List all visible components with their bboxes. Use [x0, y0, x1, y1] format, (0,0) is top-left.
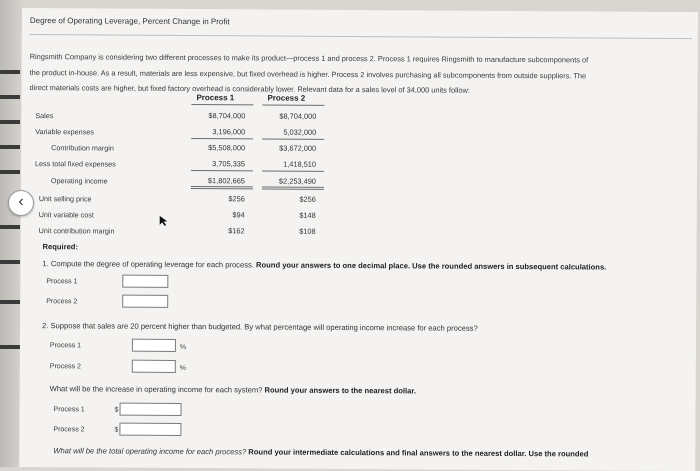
- subtotal-rule-4: [262, 170, 324, 171]
- intro-line-3: direct materials costs are higher, but fixed factory overhead is considerably lower. Relevant data for a sales level of 34,000 units follow:: [29, 83, 470, 95]
- q1-process-1-label: Process 1: [46, 278, 78, 286]
- q3-process-2-dollar: $: [114, 426, 119, 434]
- edge-marker: [0, 225, 20, 229]
- q3-process-1-dollar: $: [114, 406, 119, 414]
- q3-process-1-label: Process 1: [53, 406, 85, 414]
- row-label-sales: Sales: [35, 111, 54, 121]
- q2-process-2-percent: %: [179, 364, 187, 373]
- intro-paragraph: [29, 49, 691, 103]
- question-3: What will be the increase in operating income for each system? Round your answers to the nearest dollar.: [49, 384, 417, 396]
- row-label-variable-expenses: Variable expenses: [35, 127, 94, 137]
- edge-marker: [0, 120, 20, 124]
- row-label-unit-contribution-margin: Unit contribution margin: [38, 226, 115, 236]
- q2-process-1-label: Process 1: [49, 342, 82, 350]
- q3-process-2-input[interactable]: [119, 423, 181, 436]
- edge-marker: [0, 170, 20, 174]
- edge-marker: [0, 260, 20, 264]
- cell-cm-p1: $5,508,000: [208, 143, 246, 153]
- row-label-fixed-expenses: Less total fixed expenses: [35, 159, 116, 169]
- title-divider: [30, 34, 692, 39]
- cell-sales-p2: $8,704,000: [279, 111, 317, 121]
- question-4: What will be the total operating income for each process? Round your intermediate calculations and final answers to the nearest dollar. Use the rounded: [53, 446, 589, 459]
- q2-process-1-input[interactable]: [132, 339, 176, 352]
- header-underline-1: [191, 104, 253, 105]
- subtotal-rule-2: [262, 138, 324, 139]
- mouse-cursor-icon: [159, 215, 169, 227]
- cell-cm-p2: $3,672,000: [279, 143, 317, 153]
- edge-marker: [0, 95, 20, 99]
- edge-marker: [0, 70, 20, 74]
- row-label-contribution-margin: Contribution margin: [51, 143, 114, 153]
- cell-variable-p1: 3,196,000: [212, 127, 246, 137]
- subtotal-rule-1: [191, 138, 253, 139]
- q2-process-1-percent: %: [179, 343, 187, 352]
- row-label-unit-selling-price: Unit selling price: [38, 194, 92, 204]
- cell-usp-p1: $256: [228, 194, 245, 204]
- total-rule-1b: [191, 188, 253, 189]
- question-1: 1. Compute the degree of operating leverage for each process. Round your answers to one decimal place. Use the rounded answers in subsequent calculations.: [42, 259, 607, 272]
- q3-process-2-label: Process 2: [53, 426, 85, 434]
- total-rule-2b: [262, 188, 324, 189]
- intro-line-2: the product in-house. As a result, materials are less expensive, but fixed overhead is higher. Process 2 involves purchasing all subcomponents from outside suppliers. The: [29, 67, 587, 80]
- q1-process-1-input[interactable]: [122, 275, 168, 288]
- page-title: Degree of Operating Leverage, Percent Change in Profit: [29, 16, 230, 27]
- q3-process-1-input[interactable]: [120, 403, 182, 416]
- row-label-operating-income: Operating income: [50, 176, 108, 186]
- cell-usp-p2: $256: [299, 194, 316, 204]
- question-2: 2. Suppose that sales are 20 percent higher than budgeted. By what percentage will operating income increase for each process?: [42, 321, 478, 333]
- row-label-unit-variable-cost: Unit variable cost: [38, 210, 94, 220]
- header-underline-2: [262, 104, 324, 105]
- cell-fixed-p1: 3,705,335: [212, 159, 246, 169]
- q1-process-2-label: Process 2: [46, 298, 78, 306]
- cell-variable-p2: 5,032,000: [283, 127, 317, 137]
- col-header-process-1: Process 1: [196, 93, 235, 103]
- q2-process-2-input[interactable]: [132, 360, 176, 373]
- cell-uvc-p2: $148: [299, 210, 316, 220]
- edge-marker: [0, 145, 20, 149]
- cell-ucm-p1: $162: [228, 226, 245, 236]
- subtotal-rule-3: [191, 170, 253, 171]
- cell-oi-p2: $2,253,490: [278, 176, 316, 186]
- col-header-process-2: Process 2: [267, 93, 306, 103]
- cell-oi-p1: $1,802,665: [207, 176, 245, 186]
- cell-fixed-p2: 1,418,510: [283, 159, 317, 169]
- required-heading: Required:: [42, 242, 79, 252]
- edge-marker: [0, 300, 20, 304]
- problem-page: [19, 8, 698, 471]
- cell-sales-p1: $8,704,000: [208, 111, 246, 121]
- cell-uvc-p1: $94: [232, 210, 245, 220]
- intro-line-1: Ringsmith Company is considering two different processes to make its product—process 1 and process 2. Process 1 requires Ringsmith to manufacture subcomponents of: [29, 52, 589, 65]
- cell-ucm-p2: $108: [299, 226, 316, 236]
- q1-process-2-input[interactable]: [122, 295, 168, 308]
- back-chevron-icon[interactable]: ‹: [8, 190, 34, 216]
- q2-process-2-label: Process 2: [49, 363, 81, 371]
- edge-marker: [0, 345, 20, 349]
